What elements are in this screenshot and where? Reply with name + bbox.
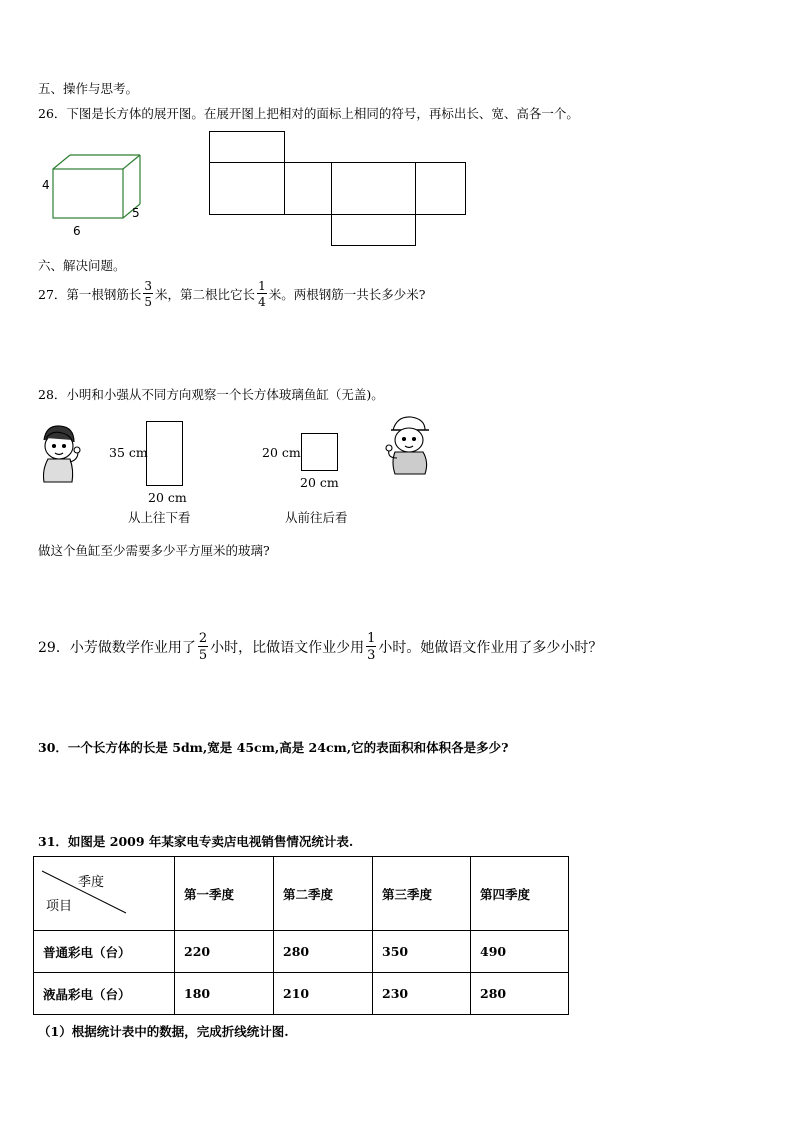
corner-top-label: 季度 — [78, 875, 105, 890]
q27-fraction-1 — [143, 280, 153, 308]
corner-bottom-label: 项目 — [46, 899, 73, 914]
sales-table — [33, 856, 569, 1015]
net-face-2 — [284, 162, 332, 215]
q27-frac2-num: 1 — [258, 279, 266, 293]
net-face-top — [209, 131, 285, 163]
question-31-text: 31．如图是 2009 年某家电专卖店电视销售情况统计表. — [38, 834, 354, 849]
table-cell: 210 — [274, 973, 373, 1015]
corner-diagonal-line — [34, 857, 183, 931]
top-view-caption: 从上往下看 — [128, 510, 191, 525]
q27-part1: 27．第一根钢筋长 — [38, 287, 142, 302]
table-cell: 280 — [274, 931, 373, 973]
question-26-text: 26．下图是长方体的展开图。在展开图上把相对的面标上相同的符号，再标出长、宽、高各一个。 — [38, 106, 579, 121]
table-row — [34, 931, 569, 973]
q27-frac1-num: 3 — [144, 279, 153, 293]
question-31-sub1: （1）根据统计表中的数据，完成折线统计图. — [38, 1024, 289, 1039]
q27-part2: 米，第二根比它长 — [155, 287, 256, 302]
header-q1: 第一季度 — [175, 857, 274, 931]
q29-part2: 小时，比做语文作业少用 — [210, 640, 365, 656]
table-corner-cell — [34, 857, 175, 931]
boy-xiaoming-image — [36, 422, 82, 488]
net-face-4 — [415, 162, 466, 215]
header-q3: 第三季度 — [373, 857, 471, 931]
q27-frac1-den: 5 — [144, 295, 153, 309]
question-27 — [38, 274, 425, 314]
question-28-ask: 做这个鱼缸至少需要多少平方厘米的玻璃? — [38, 543, 270, 558]
net-face-3 — [331, 162, 416, 215]
header-q4: 第四季度 — [471, 857, 569, 931]
q27-frac2-den: 4 — [258, 295, 266, 309]
net-face-bottom — [331, 214, 416, 246]
question-30-text: 30．一个长方体的长是 5dm,宽是 45cm,高是 24cm,它的表面积和体积各是多少? — [38, 740, 509, 755]
table-cell: 350 — [373, 931, 471, 973]
front-view-caption: 从前往后看 — [285, 510, 348, 525]
q29-part3: 小时。她做语文作业用了多少小时？ — [378, 640, 603, 656]
q29-fraction-1 — [198, 632, 208, 662]
q29-fraction-2 — [366, 632, 376, 662]
top-view-width-label: 20 cm — [148, 490, 187, 505]
table-cell: 180 — [175, 973, 274, 1015]
front-view-width-label: 20 cm — [300, 475, 339, 490]
row-label-normal-tv: 普通彩电（台） — [34, 931, 175, 973]
q29-frac2-den: 3 — [367, 648, 376, 663]
table-cell: 220 — [175, 931, 274, 973]
q29-frac1-num: 2 — [198, 631, 208, 646]
table-cell: 280 — [471, 973, 569, 1015]
net-face-1 — [209, 162, 285, 215]
front-view-square — [301, 433, 338, 471]
cuboid-length-label: 6 — [73, 224, 81, 238]
boy-xiaoqiang-image — [385, 414, 433, 478]
top-view-height-label: 35 cm — [109, 445, 148, 460]
table-cell: 490 — [471, 931, 569, 973]
cuboid-width-label: 5 — [132, 206, 140, 220]
table-row — [34, 973, 569, 1015]
q27-fraction-2 — [257, 280, 267, 308]
top-view-rectangle — [146, 421, 183, 486]
table-cell: 230 — [373, 973, 471, 1015]
q29-part1: 29．小芳做数学作业用了 — [38, 640, 196, 656]
section-5-title: 五、操作与思考。 — [38, 81, 139, 96]
cuboid-height-label: 4 — [42, 178, 50, 192]
header-q2: 第二季度 — [274, 857, 373, 931]
front-view-height-label: 20 cm — [262, 445, 301, 460]
section-6-title: 六、解决问题。 — [38, 258, 126, 273]
question-29 — [38, 627, 602, 667]
cuboid-figure — [40, 150, 150, 240]
q29-frac2-num: 1 — [367, 631, 376, 646]
question-28-text: 28．小明和小强从不同方向观察一个长方体玻璃鱼缸（无盖)。 — [38, 387, 384, 402]
row-label-lcd-tv: 液晶彩电（台） — [34, 973, 175, 1015]
q27-part3: 米。两根钢筋一共长多少米? — [268, 287, 426, 302]
table-header-row — [34, 857, 569, 931]
q29-frac1-den: 5 — [198, 648, 208, 663]
